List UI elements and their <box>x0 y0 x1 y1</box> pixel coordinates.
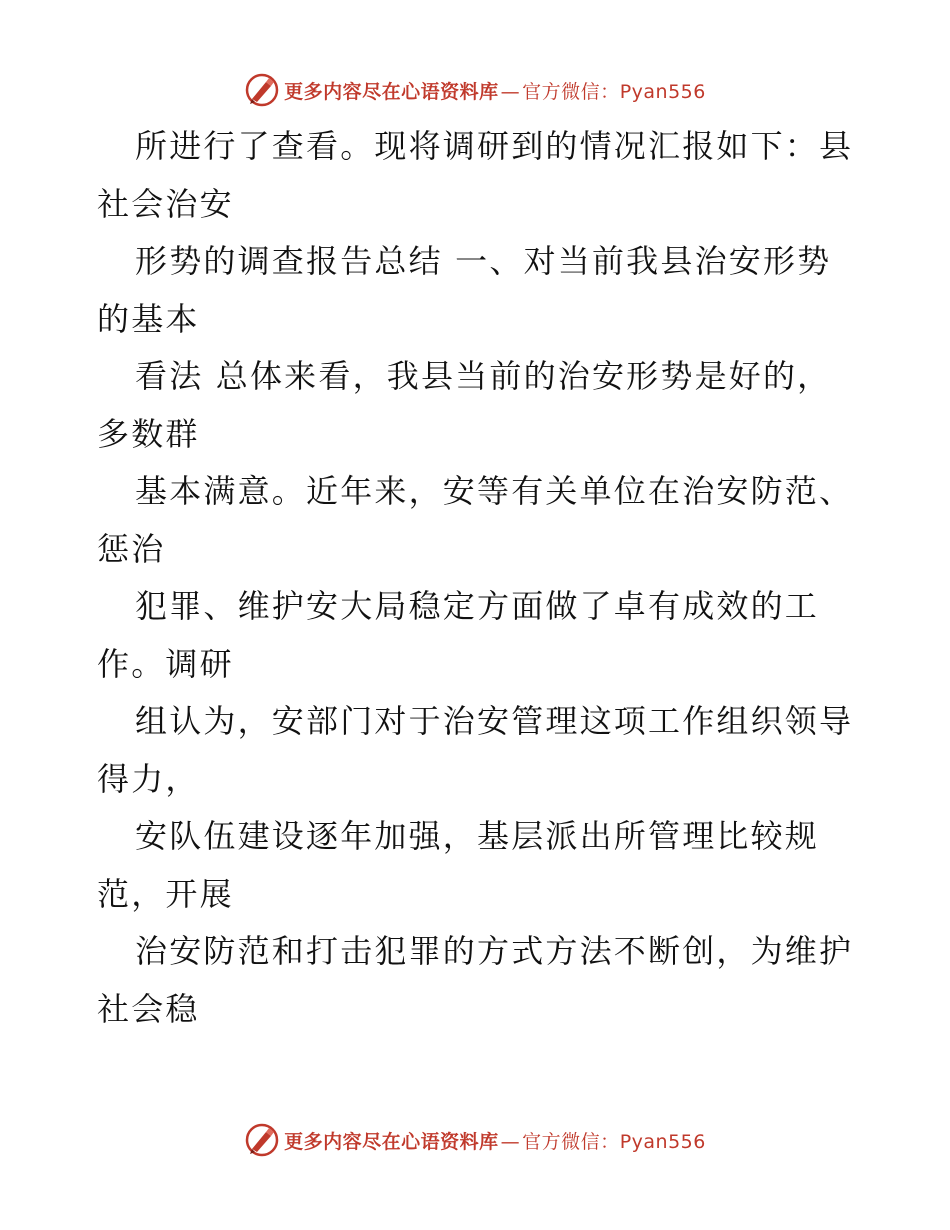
footer-text <box>284 1127 706 1154</box>
body-line: 社会治安 <box>97 184 234 223</box>
body-line: 范，开展 <box>97 874 234 913</box>
body-line: 安队伍建设逐年加强，基层派出所管理比较规 <box>135 817 820 855</box>
body-line: 基本满意。近年来，安等有关单位在治安防范、 <box>135 472 854 510</box>
body-line: 社会稳 <box>97 989 200 1028</box>
body-line: 多数群 <box>97 414 200 453</box>
header-text <box>284 77 706 104</box>
body-line: 的基本 <box>97 299 200 338</box>
header-contact-id: Pyan556 <box>619 80 706 103</box>
header-contact-label: 官方微信： <box>522 80 620 103</box>
header-separator: — <box>500 80 521 103</box>
document-body <box>97 118 867 1038</box>
pen-logo-icon <box>244 72 280 108</box>
body-line: 组认为，安部门对于治安管理这项工作组织领导 <box>135 702 854 740</box>
header-banner <box>0 70 950 110</box>
body-line: 得力， <box>97 759 200 798</box>
header-brand: 更多内容尽在心语资料库 <box>284 80 499 103</box>
body-line: 看法 总体来看，我县当前的治安形势是好的， <box>135 357 832 395</box>
pen-logo-icon <box>244 1122 280 1158</box>
body-line: 作。调研 <box>97 644 234 683</box>
footer-contact-label: 官方微信： <box>522 1130 620 1153</box>
footer-separator: — <box>500 1130 521 1153</box>
footer-brand: 更多内容尽在心语资料库 <box>284 1130 499 1153</box>
body-line: 惩治 <box>97 529 166 568</box>
footer-banner <box>0 1120 950 1160</box>
body-line: 犯罪、维护安大局稳定方面做了卓有成效的工 <box>135 587 820 625</box>
body-line: 治安防范和打击犯罪的方式方法不断创，为维护 <box>135 932 854 970</box>
body-line: 所进行了查看。现将调研到的情况汇报如下：县 <box>135 127 854 165</box>
footer-contact-id: Pyan556 <box>619 1130 706 1153</box>
body-line: 形势的调查报告总结 一、对当前我县治安形势 <box>135 242 832 280</box>
